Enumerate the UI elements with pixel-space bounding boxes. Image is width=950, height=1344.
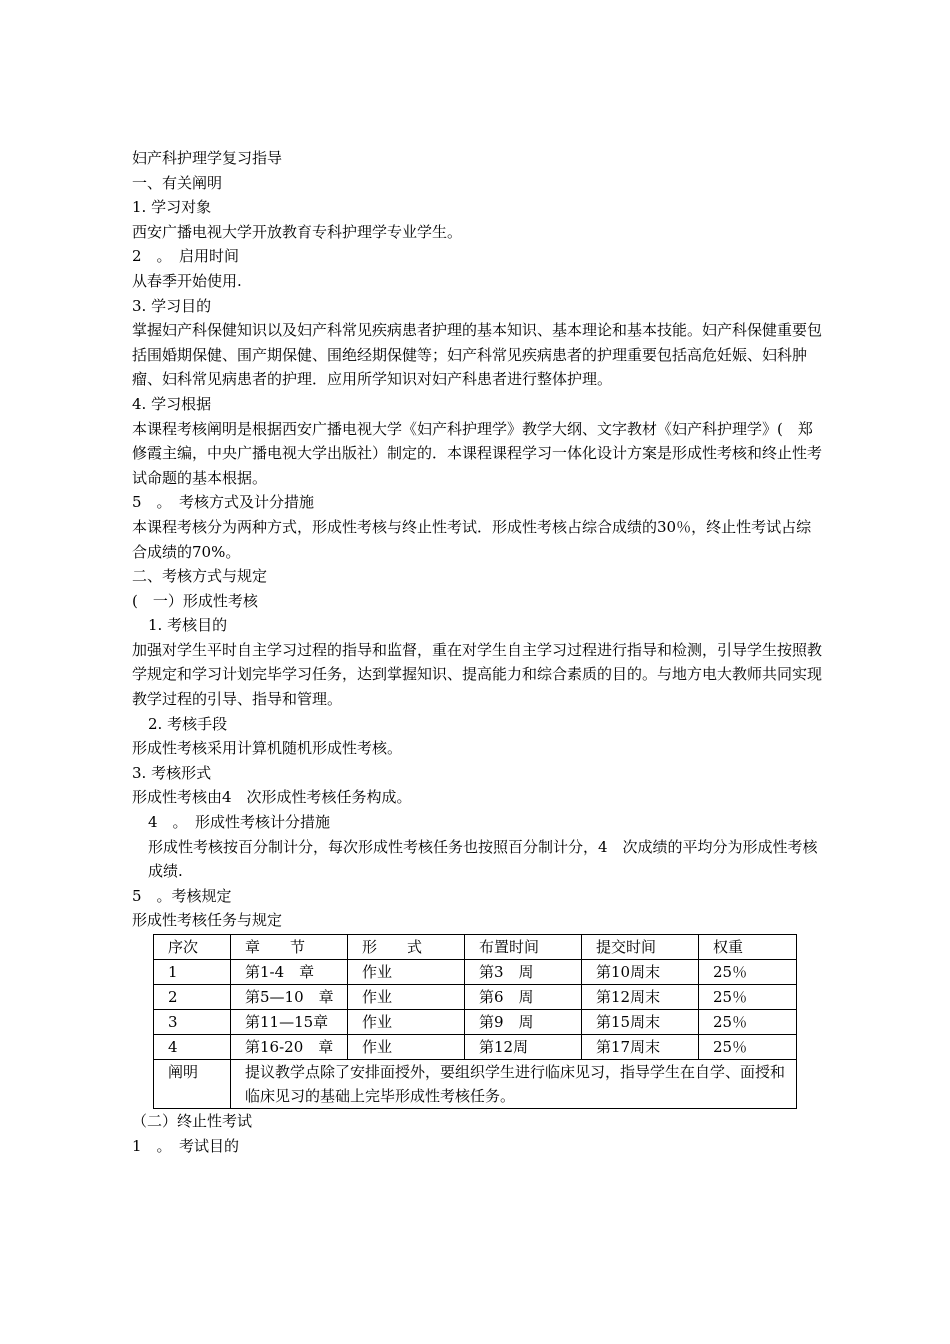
- subsection-heading: 3. 学习目的: [132, 296, 212, 315]
- table-header-cell: 权重: [699, 935, 797, 960]
- table-cell: 作业: [348, 985, 465, 1010]
- paragraph: 形成性考核由4 次形成性考核任务构成。: [132, 788, 412, 807]
- table-cell: 第3 周: [465, 960, 582, 985]
- table-cell: 第9 周: [465, 1010, 582, 1035]
- table-header-cell: 形 式: [348, 935, 465, 960]
- table-cell: 第17周末: [582, 1035, 699, 1060]
- table-note-text: 提议教学点除了安排面授外，要组织学生进行临床见习，指导学生在自学、面授和临床见习的基础上完毕形成性考核任务。: [231, 1060, 797, 1109]
- doc-title: 妇产科护理学复习指导: [132, 149, 283, 167]
- subsection-heading: 1. 考核目的: [148, 616, 228, 635]
- table-header-cell: 提交时间: [582, 935, 699, 960]
- paragraph: 本课程考核分为两种方式，形成性考核与终止性考试．形成性考核占综合成绩的30％，终止性考试占综合成绩的70%。: [132, 517, 812, 561]
- table-note-label: 阐明: [154, 1060, 231, 1109]
- table-note-row: [154, 1060, 797, 1109]
- table-cell: 4: [154, 1035, 231, 1060]
- paragraph: 西安广播电视大学开放教育专科护理学专业学生。: [132, 222, 463, 241]
- table-header-cell: 章 节: [231, 935, 348, 960]
- table-cell: 3: [154, 1010, 231, 1035]
- paragraph: 本课程考核阐明是根据西安广播电视大学《妇产科护理学》教学大纲、文字教材《妇产科护理学》( 郑修霞主编，中央广播电视大学出版社）制定的．本课程课程学习一体化设计方案是形成性考核和终止性考试命题的基本根据。: [132, 419, 823, 487]
- table-cell: 作业: [348, 1035, 465, 1060]
- table-row: [154, 1010, 797, 1035]
- table-cell: 1: [154, 960, 231, 985]
- table-cell: 25％: [699, 960, 797, 985]
- table-caption: 形成性考核任务与规定: [132, 911, 283, 930]
- table-header-cell: 序次: [154, 935, 231, 960]
- table-cell: 第11—15章: [231, 1010, 348, 1035]
- paragraph: 从春季开始使用.: [132, 271, 242, 290]
- table-cell: 第10周末: [582, 960, 699, 985]
- table-cell: 第16-20 章: [231, 1035, 348, 1060]
- table-row: [154, 985, 797, 1010]
- subsection-heading: ( 一）形成性考核: [132, 591, 258, 610]
- subsection-heading: 1. 学习对象: [132, 198, 212, 217]
- section-heading: 二、考核方式与规定: [132, 567, 268, 586]
- table-cell: 25％: [699, 1035, 797, 1060]
- subsection-heading: 2. 考核手段: [148, 714, 228, 733]
- table-row: [154, 1035, 797, 1060]
- document-page: [132, 146, 822, 1158]
- subsection-heading: 2 。 启用时间: [132, 247, 240, 266]
- subsection-heading: 3. 考核形式: [132, 763, 212, 782]
- table-header-cell: 布置时间: [465, 935, 582, 960]
- table-cell: 第15周末: [582, 1010, 699, 1035]
- assessment-table: [153, 934, 797, 1109]
- table-cell: 第12周末: [582, 985, 699, 1010]
- table-cell: 第12周: [465, 1035, 582, 1060]
- subsection-heading: 5 。 考核方式及计分措施: [132, 493, 315, 512]
- paragraph: 掌握妇产科保健知识以及妇产科常见疾病患者护理的基本知识、基本理论和基本技能。妇产科保健重要包括围婚期保健、围产期保健、围绝经期保健等；妇产科常见疾病患者的护理重要包括高危妊娠、妇科肿瘤、妇科常见病患者的护理．应用所学知识对妇产科患者进行整体护理。: [132, 321, 823, 389]
- subsection-heading: 4 。 形成性考核计分措施: [148, 813, 331, 832]
- subsection-heading: 1 。 考试目的: [132, 1136, 240, 1155]
- table-cell: 第6 周: [465, 985, 582, 1010]
- paragraph: 形成性考核按百分制计分，每次形成性考核任务也按照百分制计分，4 次成绩的平均分为形成性考核成绩.: [148, 837, 818, 881]
- table-cell: 第1-4 章: [231, 960, 348, 985]
- subsection-heading: 4. 学习根据: [132, 394, 212, 413]
- paragraph: 加强对学生平时自主学习过程的指导和监督，重在对学生自主学习过程进行指导和检测，引导学生按照教学规定和学习计划完毕学习任务，达到掌握知识、提高能力和综合素质的目的。与地方电大教师共同实现教学过程的引导、指导和管理。: [132, 640, 823, 709]
- section-heading: 一、有关阐明: [132, 173, 223, 192]
- subsection-heading: 5 。考核规定: [132, 886, 232, 905]
- table-cell: 25％: [699, 1010, 797, 1035]
- table-cell: 第5—10 章: [231, 985, 348, 1010]
- table-cell: 作业: [348, 1010, 465, 1035]
- table-cell: 作业: [348, 960, 465, 985]
- paragraph: 形成性考核采用计算机随机形成性考核。: [132, 739, 403, 758]
- subsection-heading: （二）终止性考试: [132, 1112, 253, 1130]
- table-header-row: [154, 935, 797, 960]
- table-cell: 25％: [699, 985, 797, 1010]
- table-cell: 2: [154, 985, 231, 1010]
- table-row: [154, 960, 797, 985]
